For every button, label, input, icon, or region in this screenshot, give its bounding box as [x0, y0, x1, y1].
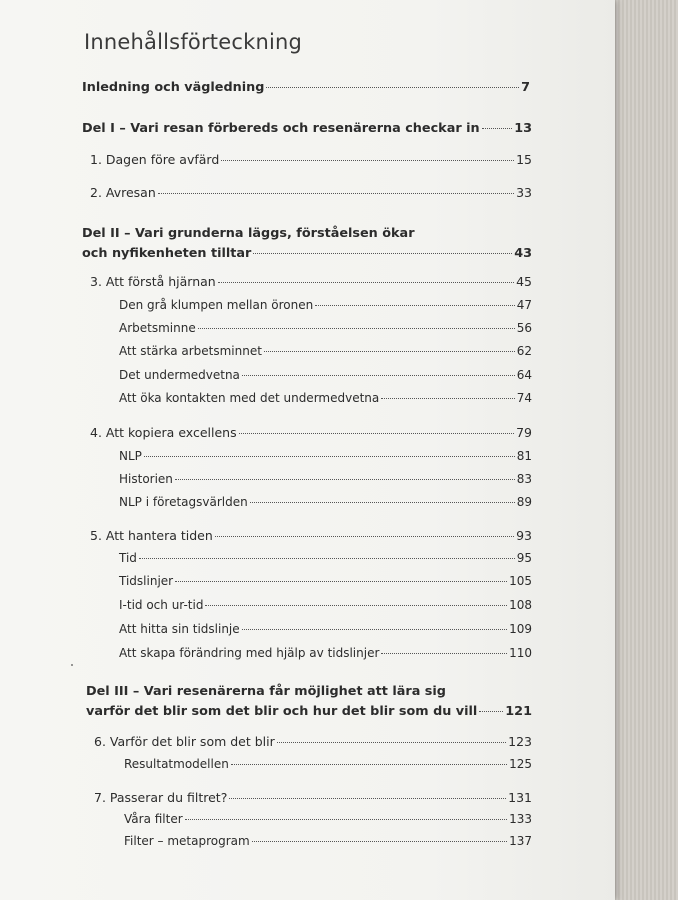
- leader-dots: [242, 629, 507, 630]
- toc-section: [119, 391, 532, 405]
- toc-section: [119, 472, 532, 486]
- leader-dots: [229, 798, 506, 799]
- leader-dots: [144, 456, 515, 457]
- leader-dots: [205, 605, 507, 606]
- toc-label: Arbetsminne: [119, 321, 196, 335]
- leader-dots: [250, 502, 515, 503]
- toc-page: 13: [514, 121, 532, 136]
- toc-section: [119, 298, 532, 312]
- toc-section: [119, 646, 532, 660]
- toc-page: 108: [509, 598, 532, 612]
- toc-label: Att hitta sin tidslinje: [119, 622, 240, 636]
- leader-dots: [315, 305, 514, 306]
- toc-part-1: [82, 121, 532, 136]
- toc-page: 123: [508, 734, 532, 749]
- leader-dots: [253, 253, 512, 254]
- toc-section: [119, 321, 532, 335]
- toc-label: I-tid och ur-tid: [119, 598, 204, 612]
- leader-dots: [242, 375, 515, 376]
- leader-dots: [239, 433, 514, 434]
- leader-dots: [215, 536, 514, 537]
- toc-section: [124, 834, 532, 848]
- toc-chapter-1: [90, 152, 532, 167]
- toc-label: Tid: [119, 551, 137, 565]
- toc-section: [119, 551, 532, 565]
- leader-dots: [198, 328, 515, 329]
- toc-label: 4. Att kopiera excellens: [90, 425, 237, 440]
- leader-dots: [479, 711, 503, 712]
- toc-part-3: [86, 704, 532, 719]
- leader-dots: [175, 479, 515, 480]
- toc-chapter-4: [90, 425, 532, 440]
- toc-page: 131: [508, 790, 532, 805]
- leader-dots: [264, 351, 515, 352]
- toc-chapter-5: [90, 528, 532, 543]
- toc-section: [124, 812, 532, 826]
- toc-page: 79: [516, 425, 532, 440]
- toc-page: 33: [516, 185, 532, 200]
- toc-label: 3. Att förstå hjärnan: [90, 274, 216, 289]
- toc-label: Att skapa förändring med hjälp av tidslinjer: [119, 646, 380, 660]
- toc-section: [119, 368, 532, 382]
- toc-page: 74: [516, 391, 532, 405]
- toc-section: [119, 449, 532, 463]
- toc-page: 7: [521, 80, 530, 95]
- toc-page: 81: [516, 449, 532, 463]
- leader-dots: [231, 764, 507, 765]
- toc-page: 89: [516, 495, 532, 509]
- toc-page: 15: [516, 152, 532, 167]
- toc-label: Det undermedvetna: [119, 368, 240, 382]
- toc-label: 1. Dagen före avfärd: [90, 152, 220, 167]
- toc-page: 110: [509, 646, 532, 660]
- leader-dots: [175, 581, 507, 582]
- toc-section: [124, 757, 532, 771]
- toc-chapter-3: [90, 274, 532, 289]
- toc-chapter-6: [94, 734, 532, 749]
- toc-section: [119, 574, 532, 588]
- toc-label: NLP i företagsvärlden: [119, 495, 248, 509]
- leader-dots: [381, 653, 507, 654]
- toc-page: 125: [509, 757, 532, 771]
- toc-section: [119, 344, 532, 358]
- toc-label: Tidslinjer: [119, 574, 174, 588]
- toc-page: 109: [509, 622, 532, 636]
- leader-dots: [139, 558, 515, 559]
- paper-speck: [71, 664, 73, 666]
- toc-part-2: [82, 246, 532, 261]
- toc-section: [119, 495, 532, 509]
- toc-label: Den grå klumpen mellan öronen: [119, 298, 314, 312]
- leader-dots: [252, 841, 507, 842]
- toc-page: 62: [516, 344, 532, 358]
- toc-label: Historien: [119, 472, 173, 486]
- toc-label: Att öka kontakten med det undermedvetna: [119, 391, 380, 405]
- toc-part-3-line1: Del III – Vari resenärerna får möjlighet att lära sig: [86, 684, 446, 699]
- toc-section: [119, 622, 532, 636]
- leader-dots: [266, 87, 519, 88]
- toc-page: 133: [509, 812, 532, 826]
- toc-page: 43: [514, 246, 532, 261]
- toc-page: 47: [516, 298, 532, 312]
- toc-label: Del I – Vari resan förbereds och resenärerna checkar in: [82, 121, 480, 136]
- toc-label: 2. Avresan: [90, 185, 156, 200]
- toc-label: 7. Passerar du filtret?: [94, 790, 228, 805]
- leader-dots: [221, 160, 514, 161]
- toc-entry-inledning: [82, 80, 530, 95]
- leader-dots: [482, 128, 513, 129]
- toc-page: 83: [516, 472, 532, 486]
- toc-label: Våra filter: [124, 812, 183, 826]
- leader-dots: [381, 398, 514, 399]
- toc-page: 105: [509, 574, 532, 588]
- leader-dots: [218, 282, 514, 283]
- toc-page: 64: [516, 368, 532, 382]
- toc-label: 5. Att hantera tiden: [90, 528, 213, 543]
- toc-page: 93: [516, 528, 532, 543]
- toc-chapter-7: [94, 790, 532, 805]
- toc-label: Filter – metaprogram: [124, 834, 250, 848]
- toc-label: NLP: [119, 449, 142, 463]
- toc-page: 137: [509, 834, 532, 848]
- toc-label: varför det blir som det blir och hur det blir som du vill: [86, 704, 478, 719]
- toc-label: 6. Varför det blir som det blir: [94, 734, 275, 749]
- leader-dots: [185, 819, 507, 820]
- toc-page: 95: [516, 551, 532, 565]
- toc-page: 56: [516, 321, 532, 335]
- toc-page: 121: [505, 704, 532, 719]
- leader-dots: [277, 742, 506, 743]
- toc-label: Att stärka arbetsminnet: [119, 344, 262, 358]
- toc-section: [119, 598, 532, 612]
- toc-chapter-2: [90, 185, 532, 200]
- toc-label: och nyfikenheten tilltar: [82, 246, 252, 261]
- toc-label: Resultatmodellen: [124, 757, 229, 771]
- toc-page: 45: [516, 274, 532, 289]
- toc-part-2-line1: Del II – Vari grunderna läggs, förståelsen ökar: [82, 226, 415, 241]
- toc-label: Inledning och vägledning: [82, 80, 265, 95]
- page-title: Innehållsförteckning: [84, 30, 303, 54]
- leader-dots: [158, 193, 514, 194]
